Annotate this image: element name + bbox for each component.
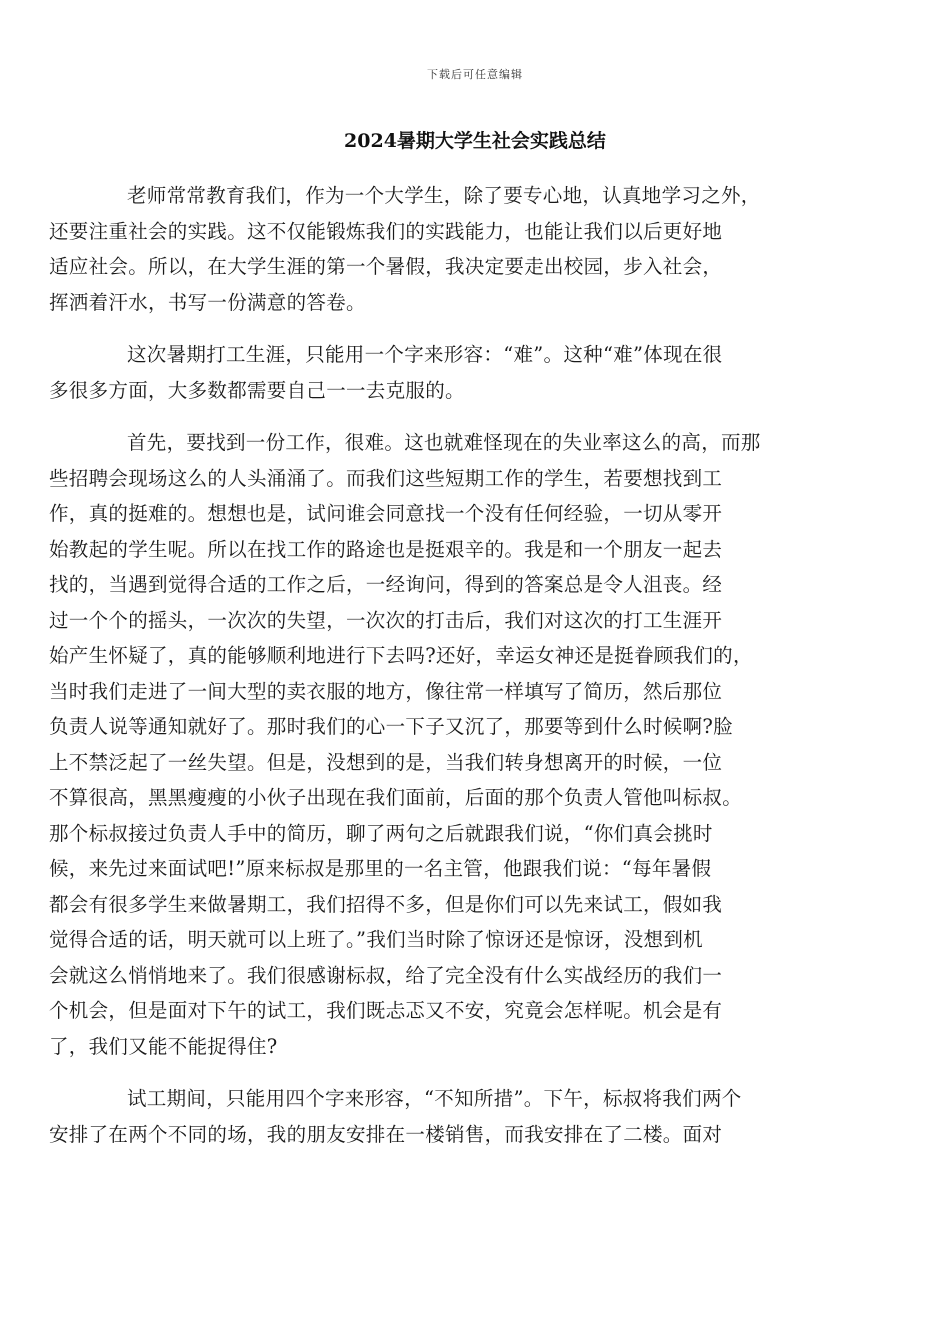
text-line: 那个标叔接过负责人手中的简历，聊了两句之后就跟我们说，“你们真会挑时 bbox=[49, 821, 713, 845]
text-line: 会就这么悄悄地来了。我们很感谢标叔，给了完全没有什么实战经历的我们一 bbox=[49, 963, 723, 987]
text-line: 都会有很多学生来做暑期工，我们招得不多，但是你们可以先来试工，假如我 bbox=[49, 892, 723, 916]
text-line: 挥洒着汗水，书写一份满意的答卷。 bbox=[49, 290, 366, 314]
document-body bbox=[49, 178, 860, 1169]
text-line: 些招聘会现场这么的人头涌涌了。而我们这些短期工作的学生，若要想找到工 bbox=[49, 466, 723, 490]
text-line: 适应社会。所以，在大学生涯的第一个暑假，我决定要走出校园，步入社会， bbox=[49, 255, 723, 278]
text-line: 当时我们走进了一间大型的卖衣服的地方，像往常一样填写了简历，然后那位 bbox=[49, 679, 723, 703]
text-line: 过一个个的摇头，一次次的失望，一次次的打击后，我们对这次的打工生涯开 bbox=[49, 608, 723, 632]
text-line: 不算很高，黑黑瘦瘦的小伙子出现在我们面前，后面的那个负责人管他叫标叔。 bbox=[49, 786, 743, 809]
paragraph bbox=[49, 1081, 860, 1152]
text-line: 多很多方面，大多数都需要自己一一去克服的。 bbox=[49, 378, 465, 402]
text-line: 了，我们又能不能捉得住? bbox=[49, 1034, 278, 1058]
text-line: 始产生怀疑了，真的能够顺利地进行下去吗?还好，幸运女神还是挺眷顾我们的， bbox=[49, 644, 753, 667]
paragraph bbox=[49, 337, 860, 408]
text-line: 找的，当遇到觉得合适的工作之后，一经询问，得到的答案总是令人沮丧。经 bbox=[49, 573, 723, 596]
text-line: 安排了在两个不同的场，我的朋友安排在一楼销售，而我安排在了二楼。面对 bbox=[49, 1122, 723, 1146]
paragraph bbox=[49, 178, 860, 320]
text-line: 还要注重社会的实践。这不仅能锻炼我们的实践能力，也能让我们以后更好地 bbox=[49, 219, 723, 243]
text-line: 觉得合适的话，明天就可以上班了。”我们当时除了惊讶还是惊讶，没想到机 bbox=[49, 928, 703, 951]
text-line: 候，来先过来面试吧!”原来标叔是那里的一名主管，他跟我们说：“每年暑假 bbox=[49, 857, 712, 880]
text-line: 始教起的学生呢。所以在找工作的路途也是挺艰辛的。我是和一个朋友一起去 bbox=[49, 537, 723, 561]
document-title: 2024暑期大学生社会实践总结 bbox=[344, 130, 606, 152]
text-line: 老师常常教育我们，作为一个大学生，除了要专心地，认真地学习之外， bbox=[127, 184, 761, 207]
text-line: 负责人说等通知就好了。那时我们的心一下子又沉了，那要等到什么时候啊?脸 bbox=[49, 715, 733, 738]
text-line: 作，真的挺难的。想想也是，试问谁会同意找一个没有任何经验，一切从零开 bbox=[49, 502, 723, 525]
text-line: 个机会，但是面对下午的试工，我们既忐忑又不安，究竟会怎样呢。机会是有 bbox=[49, 999, 723, 1022]
text-line: 上不禁泛起了一丝失望。但是，没想到的是，当我们转身想离开的时候，一位 bbox=[49, 750, 723, 774]
text-line: 这次暑期打工生涯，只能用一个字来形容：“难”。这种“难”体现在很 bbox=[127, 343, 723, 366]
paragraph bbox=[49, 425, 860, 1064]
text-line: 试工期间，只能用四个字来形容，“不知所措”。下午，标叔将我们两个 bbox=[127, 1087, 742, 1110]
text-line: 首先，要找到一份工作，很难。这也就难怪现在的失业率这么的高，而那 bbox=[127, 431, 761, 454]
header-note: 下载后可任意编辑 bbox=[427, 68, 523, 81]
